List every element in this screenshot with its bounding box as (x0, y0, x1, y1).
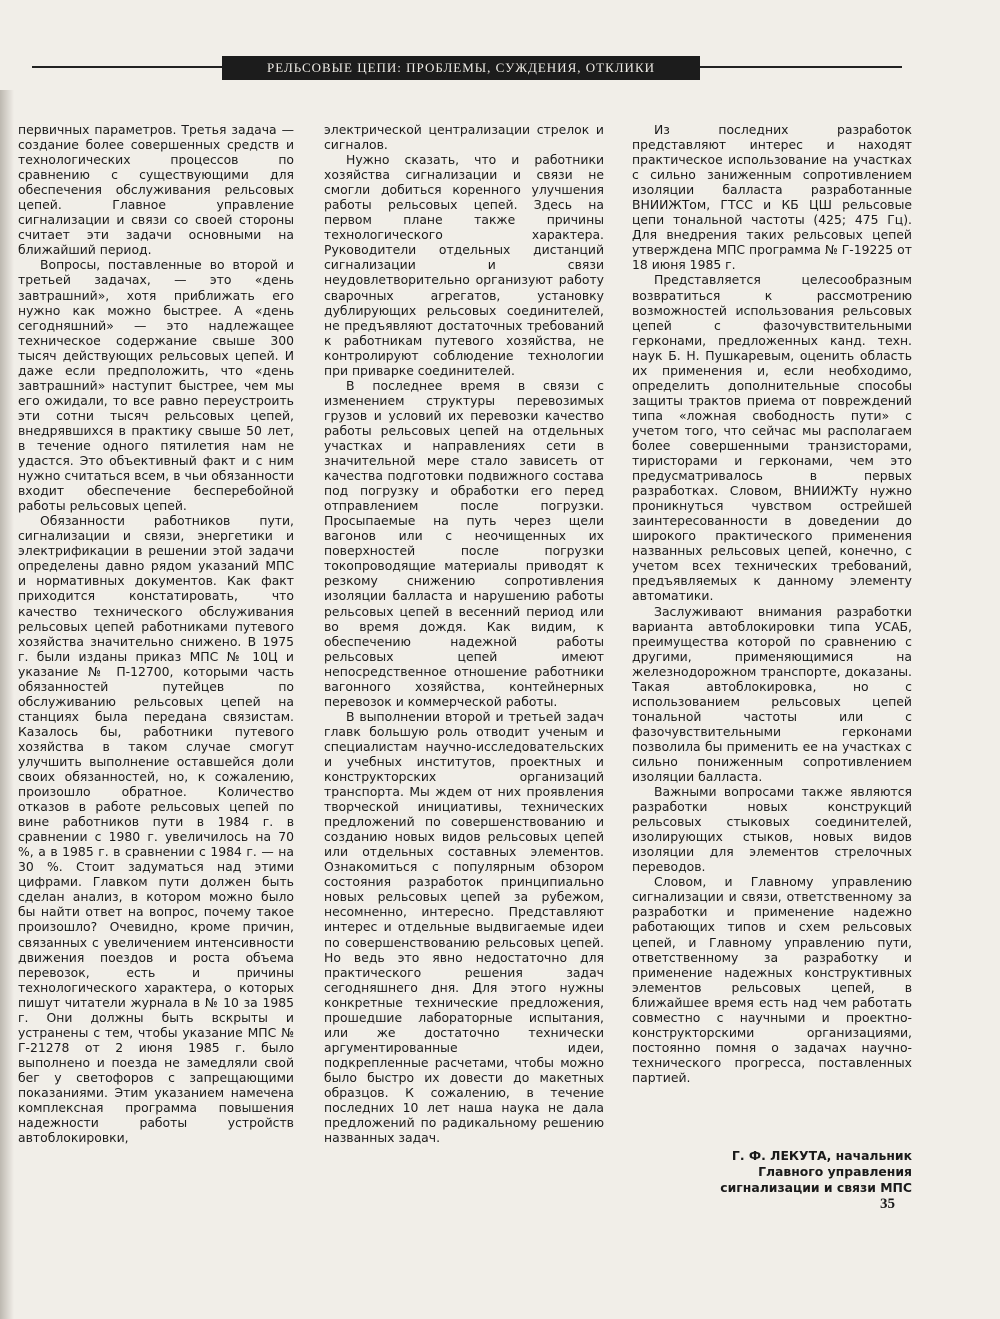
paragraph: первичных параметров. Третья задача — создание более совершенных средств и технологических процессов по сравнению с существующими для обеспечения обслуживания рельсовых цепей. Главное управление сигнализации и связи со своей стороны считает эти задачи основными на ближайший период. (18, 122, 294, 258)
text-column-3 (632, 122, 912, 1085)
paragraph: Представляется целесообразным возвратиться к рассмотрению возможностей использования рельсовых цепей с фазочувствительными герконами, предложенных канд. техн. наук Б. Н. Пушкаревым, оценить область их применения и, если необходимо, определить дополнительные способы защиты трактов приема от повреждений типа «ложная свободность пути» с учетом того, что сейчас мы располагаем более совершенными транзисторами, тиристорами и герконами, чем это предусматривалось в первых разработках. Словом, ВНИИЖТу нужно проникнуться чувством острейшей заинтересованности в доведении до широкого практического применения названных рельсовых цепей, конечно, с учетом всех технических требований, предъявляемых к данному элементу автоматики. (632, 272, 912, 604)
rubric-banner (222, 56, 700, 80)
paragraph: Вопросы, поставленные во второй и третьей задачах, — это «день завтрашний», хотя приближать его нужно как можно быстрее. А «день сегодняшний» — это надлежащее техническое содержание свыше 300 тысяч действующих рельсовых цепей. И даже если предположить, что «день завтрашний» наступит быстрее, чем мы его ожидали, то все равно переустроить эти сотни тысяч рельсовых цепей, внедрявшихся в практику свыше 50 лет, в течение одного пятилетия нам не удастся. Это объективный факт и с ним нужно считаться всем, в чьи обязанности входит обеспечение бесперебойной работы рельсовых цепей. (18, 257, 294, 514)
page-edge-shadow (0, 90, 14, 1319)
text-column-1 (18, 122, 294, 1145)
paragraph: Нужно сказать, что и работники хозяйства сигнализации и связи не смогли добиться коренного улучшения работы рельсовых цепей. Здесь на первом плане также причины технологического характера. Руководители отдельных дистанций сигнализации и связи неудовлетворительно организуют работу сварочных агрегатов, установку дублирующих рельсовых соединителей, не предъявляют достаточных требований к работникам путевого хозяйства, не контролируют соблюдение технологии при приварке соединителей. (324, 152, 604, 378)
author-title-line-2: Главного управления (758, 1164, 912, 1179)
paragraph: В последнее время в связи с изменением структуры перевозимых грузов и условий их перевозки качество работы рельсовых цепей на отдельных участках и направлениях сети в значительной мере стало зависеть от качества подготовки подвижного состава под погрузку и обработки его перед отправлением после погрузки. Просыпаемые на путь через щели вагонов или с неочищенных их поверхностей после погрузки токопроводящие материалы приводят к резкому снижению сопротивления изоляции балласта и нарушению работы рельсовых цепей в весенний период или во время дождя. Как видим, к обеспечению надежной работы рельсовых цепей имеют непосредственное отношение работники вагонного хозяйства, контейнерных перевозок и коммерческой работы. (324, 377, 604, 709)
text-column-2 (324, 122, 604, 1145)
paragraph: электрической централизации стрелок и сигналов. (324, 122, 604, 153)
paragraph: Обязанности работников пути, сигнализации и связи, энергетики и электрификации в решении этой задачи определены давно рядом указаний МПС и нормативных документов. Как факт приходится констатировать, что качество технического обслуживания рельсовых цепей работниками путевого хозяйства значительно снижено. В 1975 г. были изданы приказ МПС № 10Ц и указание № П-12700, которыми часть обязанностей путейцев по обслуживанию рельсовых цепей на станциях была передана связистам. Казалось бы, работники путевого хозяйства в таком случае смогут улучшить выполнение оставшейся доли своих обязанностей, но, к сожалению, произошло обратное. Количество отказов в работе рельсовых цепей по вине работников пути в 1984 г. в сравнении с 1980 г. увеличилось на 70 %, а в 1985 г. в сравнении с 1984 г. — на 30 %. Стоит задуматься над этими цифрами. Главком пути должен быть сделан анализ, в котором можно было бы найти ответ на вопрос, почему такое произошло? Очевидно, кроме причин, связанных с увеличением интенсивности движения поездов и роста объема перевозок, есть и причины технологического характера, о которых пишут читатели журнала в № 10 за 1985 г. Они должны быть вскрыты и устранены с тем, чтобы указание МПС № Г-21278 от 2 июня 1985 г. было выполнено и поезда не замедляли свой бег у светофоров с запрещающими показаниями. Этим указанием намечена комплексная программа повышения надежности работы устройств автоблокировки, (18, 513, 294, 1146)
author-signature (690, 1148, 912, 1196)
paragraph: Из последних разработок представляют интерес и находят практическое использование на участках с сильно заниженным сопротивлением изоляции балласта разработанные ВНИИЖТом, ГТСС и КБ ЦШ рельсовые цепи тональной частоты (425; 475 Гц). Для внедрения таких рельсовых цепей утверждена МПС программа № Г-19225 от 18 июня 1985 г. (632, 122, 912, 273)
paragraph: Важными вопросами также являются разработки новых конструкций рельсовых стыковых соединителей, изолирующих стыков, новых видов изоляции для элементов стрелочных переводов. (632, 784, 912, 875)
author-title-line-3: сигнализации и связи МПС (720, 1180, 912, 1195)
paragraph: Словом, и Главному управлению сигнализации и связи, ответственному за разработки и применение надежно работающих типов и схем рельсовых цепей, и Главному управлению пути, ответственному за разработку и применение надежных конструктивных элементов рельсовых цепей, в ближайшее время есть над чем работать совместно с научными и проектно-конструкторскими организациями, постоянно помня о задачах научно-технического прогресса, поставленных партией. (632, 874, 912, 1085)
paragraph: Заслуживают внимания разработки варианта автоблокировки типа УСАБ, преимущества которой по сравнению с другими, применяющимися на железнодорожном транспорте, доказаны. Такая автоблокировка, но с использованием рельсовых цепей тональной частоты или с фазочувствительными герконами позволила бы применить ее на участках с сильно пониженным сопротивлением изоляции балласта. (632, 603, 912, 785)
rubric-title: РЕЛЬСОВЫЕ ЦЕПИ: ПРОБЛЕМЫ, СУЖДЕНИЯ, ОТКЛИКИ (266, 60, 655, 75)
page-number: 35 (880, 1196, 895, 1212)
author-name-line: Г. Ф. ЛЕКУТА, начальник (731, 1148, 912, 1163)
paragraph: В выполнении второй и третьей задач главк большую роль отводит ученым и специалистам научно-исследовательских и учебных институтов, проектных и конструкторских организаций транспорта. Мы ждем от них проявления творческой инициативы, технических предложений по совершенствованию и созданию новых видов рельсовых цепей или отдельных составных элементов. Ознакомиться с популярным обзором состояния разработок принципиально новых рельсовых цепей за рубежом, несомненно, интересно. Представляют интерес и отдельные выдвигаемые идеи по совершенствованию рельсовых цепей. Но ведь это явно недостаточно для практического решения задач сегодняшнего дня. Для этого нужны конкретные технические предложения, прошедшие лабораторные испытания, или же достаточно технически аргументированные идеи, подкрепленные расчетами, чтобы можно было быстро их довести до макетных образцов. К сожалению, в течение последних 10 лет наша наука не дала предложений по радикальному решению названных задач. (324, 708, 604, 1146)
